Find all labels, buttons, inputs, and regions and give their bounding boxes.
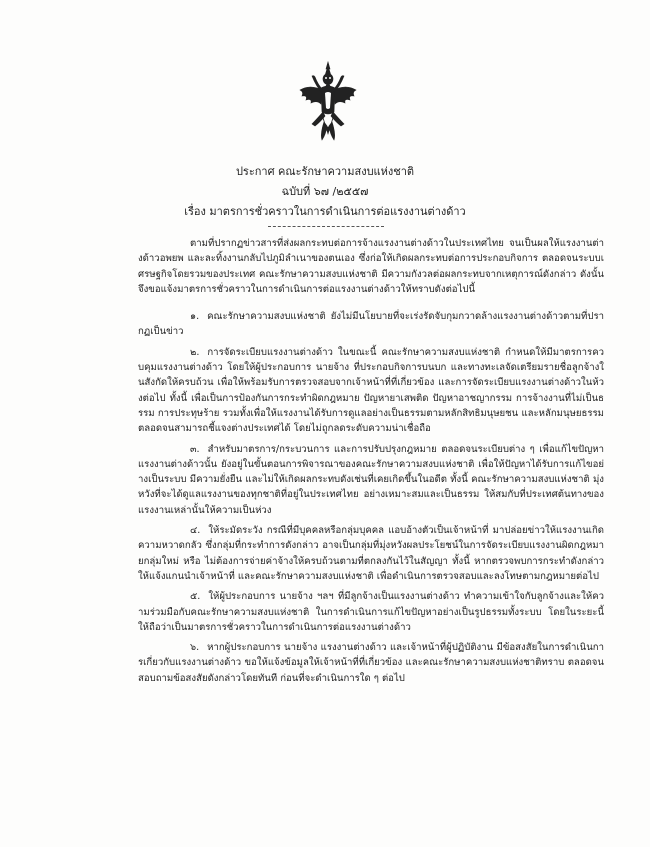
divider <box>268 226 384 227</box>
announcement-number: ฉบับที่ ๖๗ /๒๕๕๗ <box>281 185 369 198</box>
item-number: ๓. <box>190 443 200 455</box>
item-text: สำหรับมาตรการ/กระบวนการ และการปรับปรุงกฎหมาย ตลอดจนระเบียบต่าง ๆ เพื่อแก้ไขปัญหาแรงงานต่างด้าวนั้น ยังอยู่ในขั้นตอนการพิจารณาของคณะรักษาความสงบแห่งชาติ เพื่อให้ปัญหาได้รับการแก้ไขอย่างเป็นระบบ มีความยั่งยืน และไม่ให้เกิดผลกระทบดังเช่นที่เคยเกิดขึ้นในอดีต ทั้งนี้ คณะรักษาความสงบแห่งชาติ มุ่งหวังที่จะได้ดูแลแรงงานของทุกชาติที่อยู่ในประเทศไทย อย่างเหมาะสมและเป็นธรรม ให้สมกับที่ประเทศต้นทางของแรงงานเหล่านั้นให้ความเป็นห่วง <box>138 443 604 516</box>
item-paragraph-3 <box>138 442 604 518</box>
item-number: ๒. <box>190 346 200 358</box>
subject-line: เรื่อง มาตรการชั่วคราวในการดำเนินการต่อแรงงานต่างด้าว <box>184 205 466 218</box>
item-text: หากผู้ประกอบการ นายจ้าง แรงงานต่างด้าว และเจ้าหน้าที่ผู้ปฏิบัติงาน มีข้อสงสัยในการดำเนินการเกี่ยวกับแรงงานต่างด้าว ขอให้แจ้งข้อมูลให้เจ้าหน้าที่ที่เกี่ยวข้อง และคณะรักษาความสงบแห่งชาติทราบ ตลอดจนสอบถามข้อสงสัยดังกล่าวโดยทันที ก่อนที่จะดำเนินการใด ๆ ต่อไป <box>138 642 604 684</box>
preamble-paragraph: ตามที่ปรากฏข่าวสารที่ส่งผลกระทบต่อการจ้างแรงงานต่างด้าวในประเทศไทย จนเป็นผลให้แรงงานต่างด้าวอพยพ และละทิ้งงานกลับไปภูมิลำเนาของตนเอง ซึ่งก่อให้เกิดผลกระทบต่อการประกอบกิจการ ตลอดจนระบบเศรษฐกิจโดยรวมของประเทศ คณะรักษาความสงบแห่งชาติ มีความกังวลต่อผลกระทบจากเหตุการณ์ดังกล่าว ดังนั้นจึงขอแจ้งมาตรการชั่วคราวในการดำเนินการต่อแรงงานต่างด้าวให้ทราบดังต่อไปนี้ <box>138 238 604 295</box>
item-text: ให้ผู้ประกอบการ นายจ้าง ฯลฯ ที่มีลูกจ้างเป็นแรงงานต่างด้าว ทำความเข้าใจกับลูกจ้างและให้ความร่วมมือกับคณะรักษาความสงบแห่งชาติ ในการดำเนินการแก้ไขปัญหาอย่างเป็นรูปธรรมทั้งระบบ โดยในระยะนี้ ให้ถือว่าเป็นมาตรการชั่วคราวในการดำเนินการต่อแรงงานต่างด้าว <box>138 591 604 633</box>
item-text: การจัดระเบียบแรงงานต่างด้าว ในขณะนี้ คณะรักษาความสงบแห่งชาติ กำหนดให้มีมาตรการควบคุมแรงงานต่างด้าว โดยให้ผู้ประกอบการ นายจ้าง ที่ประกอบกิจการบนบก และทางทะเลจัดเตรียมรายชื่อลูกจ้างในสังกัดให้ครบถ้วน เพื่อให้พร้อมรับการตรวจสอบจากเจ้าหน้าที่ที่เกี่ยวข้อง และการจัดระเบียบแรงงานต่างด้าวในห้วงต่อไป ทั้งนี้ เพื่อเป็นการป้องกันการกระทำผิดกฎหมาย ปัญหายาเสพติด ปัญหาอาชญากรรม การจ้างงานที่ไม่เป็นธรรม การประทุษร้าย รวมทั้งเพื่อให้แรงงานได้รับการดูแลอย่างเป็นธรรมตามหลักสิทธิมนุษยชน และหลักมนุษยธรรม ตลอดจนสามารถชี้แจงต่างประเทศได้ โดยไม่ถูกลดระดับความน่าเชื่อถือ <box>138 346 604 435</box>
issuer-heading: ประกาศ คณะรักษาความสงบแห่งชาติ <box>235 165 415 178</box>
garuda-emblem-icon <box>296 60 360 144</box>
item-paragraph-5 <box>138 589 604 635</box>
item-number: ๑. <box>190 311 200 323</box>
item-paragraph-4 <box>138 523 604 584</box>
item-text: คณะรักษาความสงบแห่งชาติ ยังไม่มีนโยบายที่จะเร่งรัดจับกุมกวาดล้างแรงงานต่างด้าวตามที่ปรากฏเป็นข่าว <box>138 311 604 338</box>
item-paragraph-1 <box>138 309 604 340</box>
item-number: ๕. <box>190 591 201 603</box>
item-text: ให้ระมัดระวัง กรณีที่มีบุคคลหรือกลุ่มบุคคล แอบอ้างตัวเป็นเจ้าหน้าที่ มาปล่อยข่าวให้แรงงานเกิดความหวาดกลัว ซึ่งกลุ่มที่กระทำการดังกล่าว อาจเป็นกลุ่มที่มุ่งหวังผลประโยชน์ในการจัดระเบียบแรงงานผิดกฎหมายกลุ่มใหม่ หรือ ไม่ต้องการจ่ายค่าจ้างให้ครบถ้วนตามที่ตกลงกันไว้ในสัญญา ทั้งนี้ หากตรวจพบการกระทำดังกล่าว ให้แจ้งแกนนำเจ้าหน้าที่ และคณะรักษาความสงบแห่งชาติ เพื่อดำเนินการตรวจสอบและลงโทษตามกฎหมายต่อไป <box>138 525 604 582</box>
item-paragraph-2 <box>138 345 604 437</box>
item-paragraph-6 <box>138 640 604 686</box>
item-number: ๔. <box>190 525 201 537</box>
item-number: ๖. <box>190 642 200 654</box>
document-body <box>138 236 604 691</box>
